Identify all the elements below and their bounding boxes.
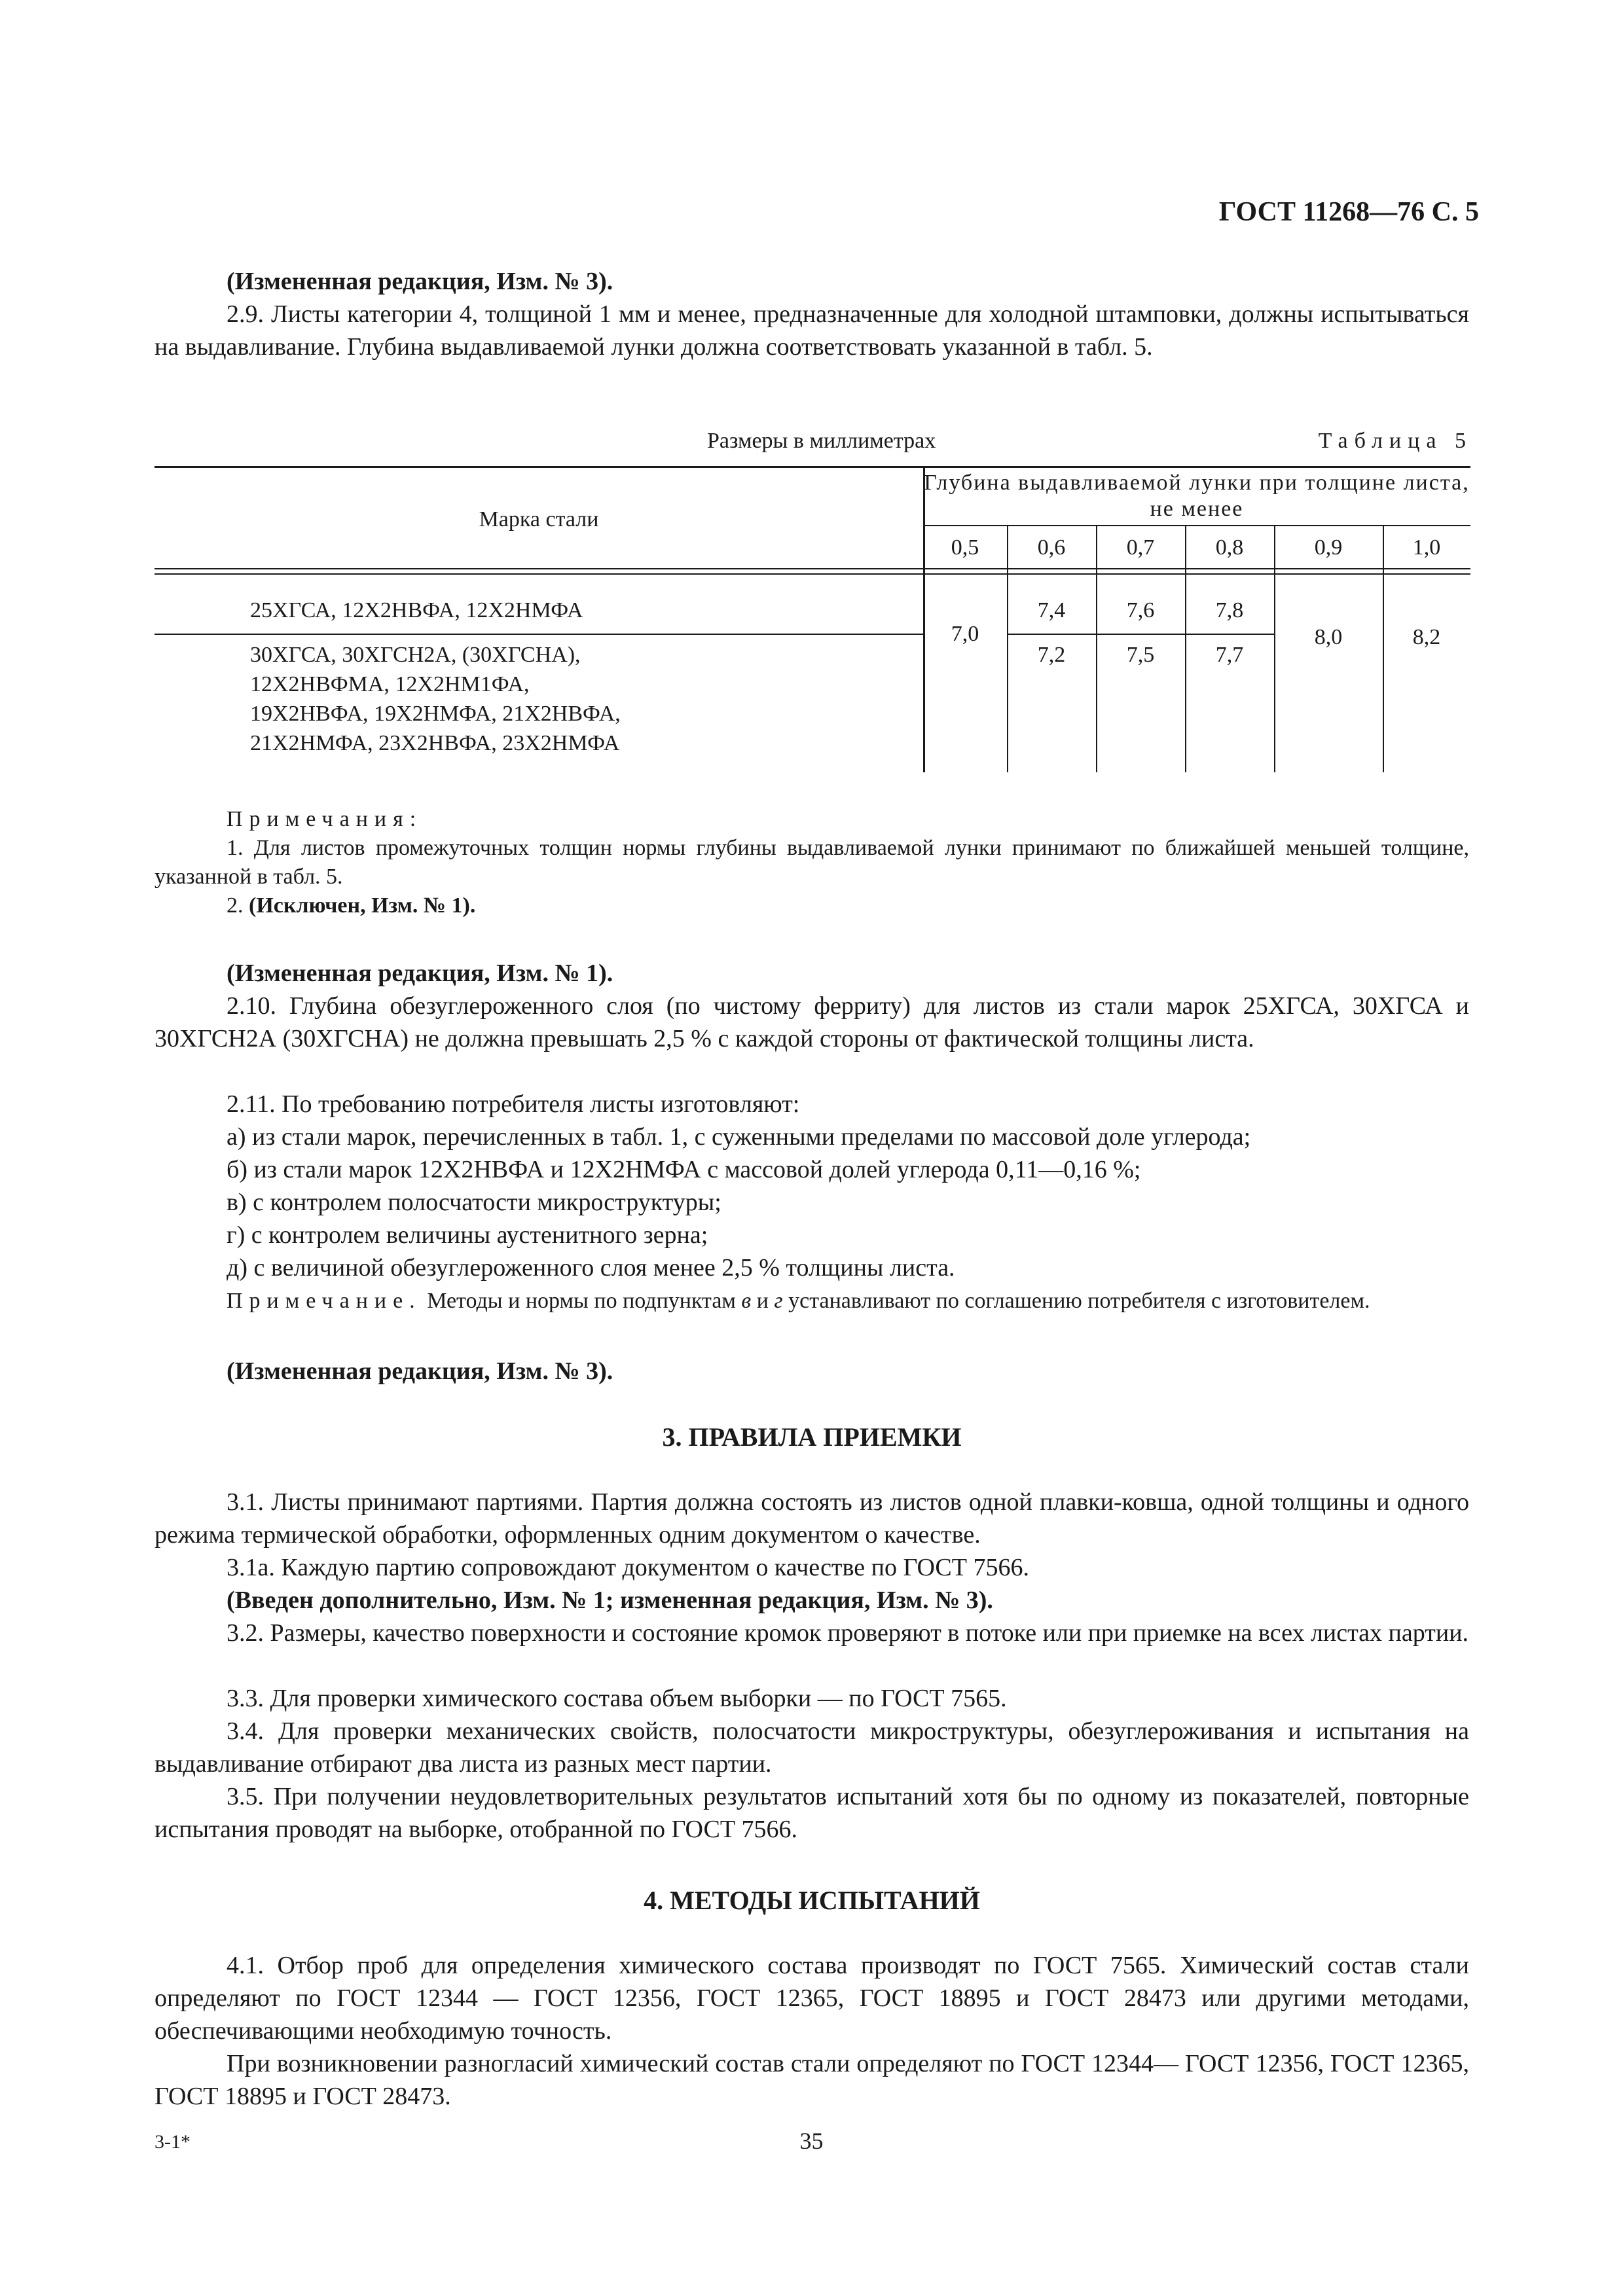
row1-value-0-7: 7,6 (1126, 598, 1155, 622)
list-item-g: г) с контролем величины аустенитного зерна; (227, 1221, 708, 1249)
clause-3-1a: 3.1а. Каждую партию сопровождают документом о качестве по ГОСТ 7566. (227, 1554, 1029, 1581)
list-item-a: а) из стали марок, перечисленных в табл. 1, с суженными пределами по массовой доле углерода; (227, 1123, 1251, 1151)
amendment-note-intro: (Введен дополнительно, Изм. № 1; измененная редакция, Изм. № 3). (227, 1587, 993, 1614)
clause-3-4: 3.4. Для проверки механических свойств, полосчатости микроструктуры, обезуглероживания и испытания на выдавливание отбирают два листа из разных мест партии. (155, 1717, 1469, 1778)
thickness-1-0: 1,0 (1412, 535, 1441, 560)
section-3-heading: 3. ПРАВИЛА ПРИЕМКИ (662, 1422, 962, 1452)
value-0-5-merged: 7,0 (951, 622, 979, 646)
clause-2-9: 2.9. Листы категории 4, толщиной 1 мм и менее, предназначенные для холодной штамповки, должны испытываться на выдавливание. Глубина выдавливаемой лунки должна соответствовать указанной в табл. 5. (155, 300, 1469, 361)
thickness-0-5: 0,5 (951, 535, 979, 560)
value-1-0-merged: 8,2 (1412, 625, 1441, 649)
list-item-v: в) с контролем полосчатости микроструктуры; (227, 1189, 721, 1216)
header-pit-depth: Глубина выдавливаемой лунки при толщине листа, не менее (924, 471, 1470, 521)
note-2: 2. (Исключен, Изм. № 1). (227, 893, 476, 918)
list-item-b: б) из стали марок 12Х2НВФА и 12Х2НМФА с массовой долей углерода 0,11—0,16 %; (227, 1156, 1141, 1183)
row2-value-0-8: 7,7 (1215, 643, 1244, 667)
footer-code: 3-1* (155, 2131, 191, 2153)
thickness-0-7: 0,7 (1126, 535, 1155, 560)
note-methods: Примечание. Методы и нормы по подпунктам в и г устанавливают по соглашению потребителя с изготовителем. (227, 1289, 1370, 1313)
row1-steel-grades: 25ХГСА, 12Х2НВФА, 12Х2НМФА (250, 598, 583, 622)
page-header: ГОСТ 11268—76 С. 5 (1218, 197, 1479, 227)
notes-title: Примечания: (227, 807, 423, 831)
page-number: 35 (799, 2128, 824, 2154)
thickness-0-9: 0,9 (1314, 535, 1343, 560)
thickness-0-6: 0,6 (1037, 535, 1066, 560)
row2-steel-grades: 30ХГСА, 30ХГСН2А, (30ХГСНА), 12Х2НВФМА, 12Х2НМ1ФА, 19Х2НВФА, 19Х2НМФА, 21Х2НВФА, 21Х2НМФА, 23Х2НВФА, 23Х2НМФА (250, 643, 621, 755)
table-units: Размеры в миллиметрах (707, 429, 936, 453)
thickness-0-8: 0,8 (1215, 535, 1244, 560)
table-label: Таблица 5 (1318, 429, 1472, 453)
value-0-9-merged: 8,0 (1314, 625, 1343, 649)
amendment-note-3: (Измененная редакция, Изм. № 3). (227, 1357, 613, 1385)
clause-4-1: 4.1. Отбор проб для определения химического состава производят по ГОСТ 7565. Химический состав стали определяют по ГОСТ 12344 — ГОСТ 12356, ГОСТ 12365, ГОСТ 18895 и ГОСТ 28473 или другими методами, обеспечивающими необходимую точность. (155, 1952, 1469, 2045)
row1-value-0-8: 7,8 (1215, 598, 1244, 622)
table-5 (155, 458, 1470, 772)
amendment-note: (Измененная редакция, Изм. № 3). (227, 268, 613, 295)
row2-value-0-7: 7,5 (1126, 643, 1155, 667)
section-4-heading: 4. МЕТОДЫ ИСПЫТАНИЙ (644, 1886, 980, 1915)
clause-2-11-list (155, 1121, 1469, 1284)
clause-3-3: 3.3. Для проверки химического состава объем выборки — по ГОСТ 7565. (227, 1685, 1007, 1712)
clause-2-11: 2.11. По требованию потребителя листы изготовляют: (227, 1090, 800, 1118)
note-1: 1. Для листов промежуточных толщин нормы глубины выдавливаемой лунки принимают по ближайшей меньшей толщине, указанной в табл. 5. (155, 836, 1469, 889)
list-item-d: д) с величиной обезуглероженного слоя менее 2,5 % толщины листа. (227, 1254, 955, 1282)
header-steel-grade: Марка стали (479, 507, 599, 531)
row2-value-0-6: 7,2 (1037, 643, 1066, 667)
clause-3-5: 3.5. При получении неудовлетворительных результатов испытаний хотя бы по одному из показателей, повторные испытания проводят на выборке, отобранной по ГОСТ 7566. (155, 1783, 1469, 1843)
clause-3-1: 3.1. Листы принимают партиями. Партия должна состоять из листов одной плавки-ковша, одной толщины и одного режима термической обработки, оформленных одним документом о качестве. (155, 1488, 1469, 1549)
clause-2-10: 2.10. Глубина обезуглероженного слоя (по чистому ферриту) для листов из стали марок 25ХГСА, 30ХГСА и 30ХГСН2А (30ХГСНА) не должна превышать 2,5 % с каждой стороны от фактической толщины листа. (155, 992, 1469, 1052)
amendment-note-1: (Измененная редакция, Изм. № 1). (227, 960, 613, 987)
clause-3-2: 3.2. Размеры, качество поверхности и состояние кромок проверяют в потоке или при приемке на всех листах партии. (227, 1619, 1469, 1647)
clause-4-1-disputes: При возникновении разногласий химический состав стали определяют по ГОСТ 12344— ГОСТ 12356, ГОСТ 12365, ГОСТ 18895 и ГОСТ 28473. (155, 2050, 1469, 2110)
row1-value-0-6: 7,4 (1037, 598, 1066, 622)
